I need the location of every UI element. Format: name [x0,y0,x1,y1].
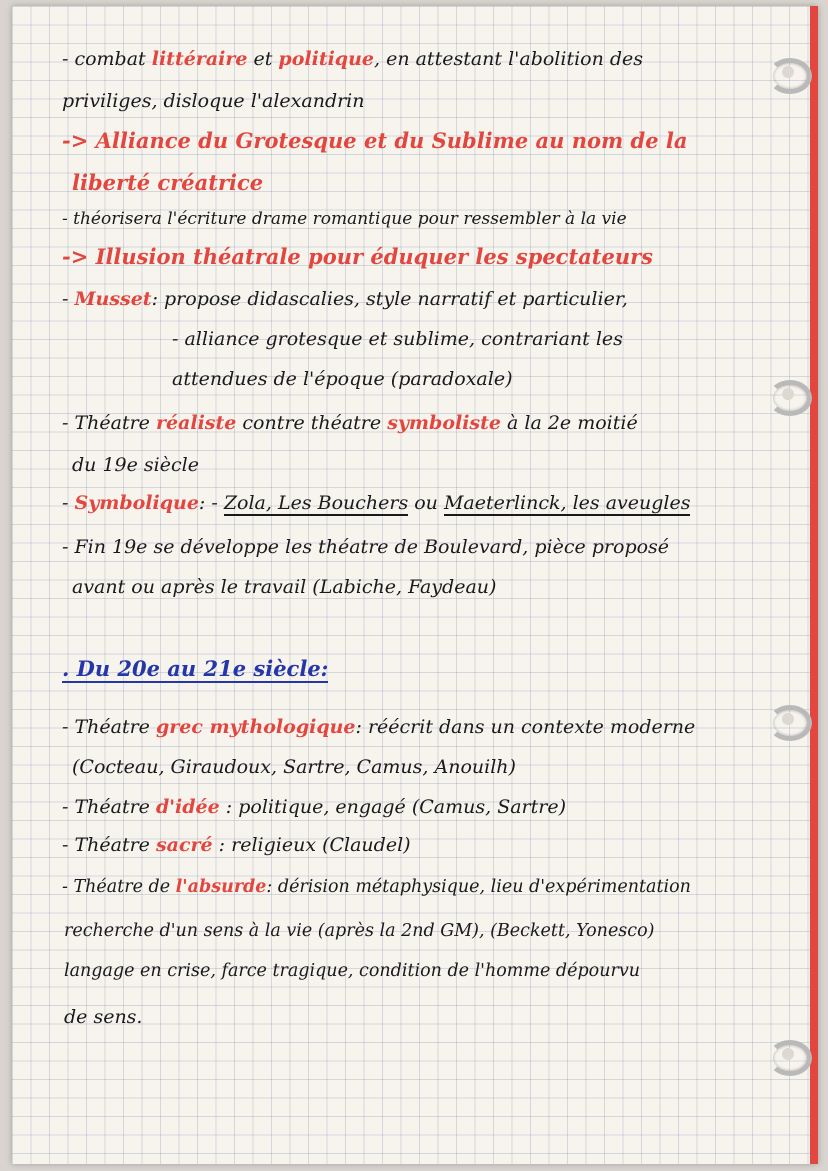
note-line [62,714,804,740]
note-text: à la 2e moitié [500,412,638,434]
note-text: et [247,48,279,70]
section-heading [62,656,804,683]
note-line [62,794,804,820]
underlined-text: Maeterlinck, les aveugles [443,492,691,514]
heading-text: . Du 20e au 21e siècle: [62,656,329,681]
highlight-red: Symbolique [74,492,199,514]
notebook-page [12,6,818,1164]
note-text: : dérision métaphysique, lieu d'expérimentation [266,877,691,897]
note-line: recherche d'un sens à la vie (après la 2nd GM), (Beckett, Yonesco) [64,921,655,941]
note-text: ou [408,492,444,514]
note-text: : réécrit dans un contexte moderne [355,716,696,738]
note-text: : - [198,492,224,514]
note-text: contre théatre [236,412,388,434]
note-line [62,490,804,516]
page-red-edge [810,6,818,1164]
note-line-arrow: -> Illusion théatrale pour éduquer les spectateurs [62,244,653,269]
binder-ring [768,1040,812,1076]
note-text: - Théatre [62,716,156,738]
note-line: attendues de l'époque (paradoxale) [172,368,513,390]
note-text: - [62,288,75,310]
note-text: - Théatre [62,412,156,434]
highlight-red: symboliste [387,412,501,434]
note-line: liberté créatrice [72,170,264,195]
highlight-red: réaliste [155,412,237,434]
note-line-arrow: -> Alliance du Grotesque et du Sublime au nom de la [62,128,688,153]
note-line [62,286,804,312]
highlight-red: littéraire [151,48,248,70]
note-line: - Fin 19e se développe les théatre de Boulevard, pièce proposé [62,536,670,558]
note-line: priviliges, disloque l'alexandrin [62,90,365,112]
note-line [62,46,804,72]
underlined-text: Zola, Les Bouchers [223,492,409,514]
note-line [62,410,804,436]
note-text: : religieux (Claudel) [212,834,411,856]
highlight-red: l'absurde [175,877,267,897]
note-line: (Cocteau, Giraudoux, Sartre, Camus, Anouilh) [72,756,516,778]
note-line: de sens. [64,1006,143,1028]
note-text: - combat [62,48,152,70]
highlight-red: sacré [155,834,213,856]
note-text: , en attestant l'abolition des [374,48,644,70]
note-text: : propose didascalies, style narratif et particulier, [151,288,628,310]
highlight-red: Musset [74,288,152,310]
note-line: langage en crise, farce tragique, condition de l'homme dépourvu [64,961,640,981]
highlight-red: politique [278,48,374,70]
note-text: - Théatre de [62,877,176,897]
note-line [62,874,804,900]
note-line [62,832,804,858]
note-text: - [62,492,75,514]
note-text: : politique, engagé (Camus, Sartre) [219,796,566,818]
highlight-red: d'idée [155,796,220,818]
note-line: - alliance grotesque et sublime, contrariant les [172,328,623,350]
note-line: avant ou après le travail (Labiche, Faydeau) [72,576,497,598]
note-text: - Théatre [62,834,156,856]
note-line: - théorisera l'écriture drame romantique pour ressembler à la vie [62,209,627,229]
highlight-red: grec mythologique [155,716,356,738]
note-line: du 19e siècle [72,454,199,476]
note-text: - Théatre [62,796,156,818]
